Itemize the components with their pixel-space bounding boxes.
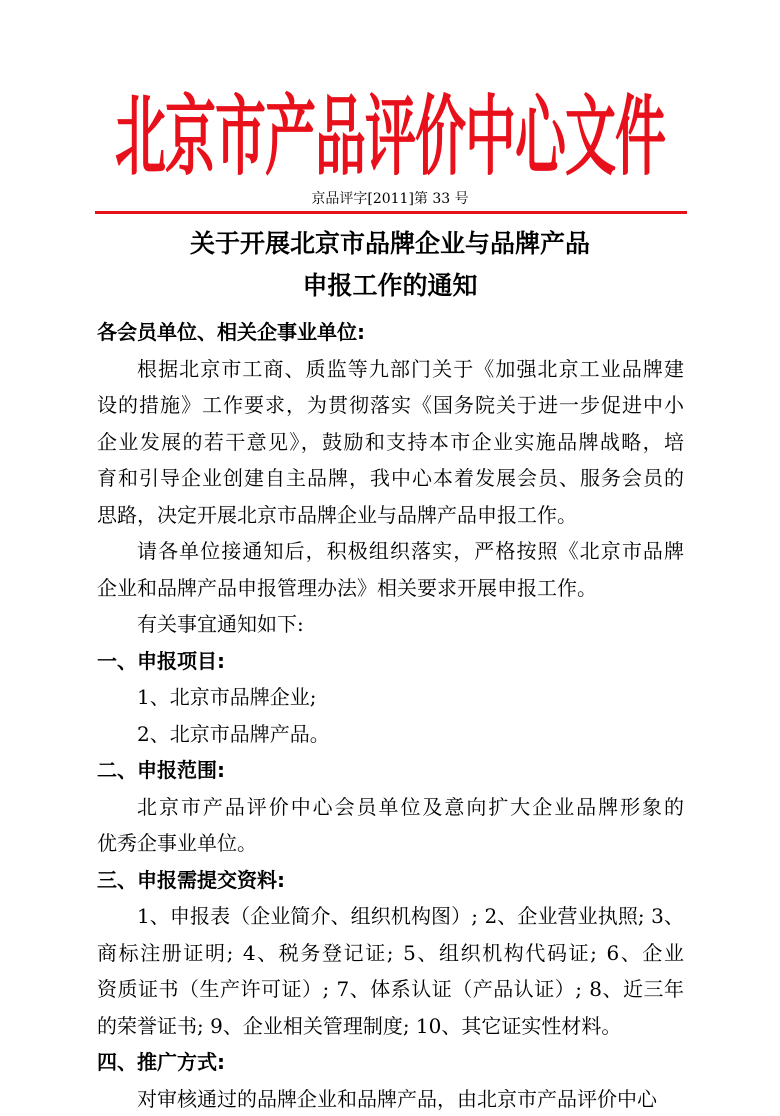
body-line: 资质证书（生产许可证）; 7、体系认证（产品认证）; 8、近三年 bbox=[97, 977, 685, 1001]
body-line: 2、北京市品牌产品。 bbox=[137, 722, 330, 746]
section-heading: 二、申报范围: bbox=[97, 758, 225, 782]
body-line: 的荣誉证书; 9、企业相关管理制度; 10、其它证实性材料。 bbox=[97, 1014, 622, 1038]
document-number: 京品评字[2011]第 33 号 bbox=[311, 191, 469, 207]
red-divider-rule bbox=[95, 211, 687, 214]
body-line: 企业和品牌产品申报管理办法》相关要求开展申报工作。 bbox=[97, 576, 597, 600]
section-heading: 四、推广方式: bbox=[97, 1050, 225, 1074]
section-heading: 一、申报项目: bbox=[97, 649, 225, 673]
body-line: 根据北京市工商、质监等九部门关于《加强北京工业品牌建 bbox=[137, 357, 686, 381]
body-line: 有关事宜通知如下: bbox=[137, 612, 304, 636]
body-line: 北京市产品评价中心会员单位及意向扩大企业品牌形象的 bbox=[137, 795, 686, 819]
notice-title-line-2: 申报工作的通知 bbox=[302, 271, 478, 300]
body-line: 设的措施》工作要求，为贯彻落实《国务院关于进一步促进中小 bbox=[97, 393, 685, 417]
masthead-title: 北京市产品评价中心文件 bbox=[114, 87, 665, 189]
body-line: 商标注册证明; 4、税务登记证; 5、组织机构代码证; 6、企业 bbox=[97, 941, 686, 965]
masthead bbox=[95, 78, 685, 198]
section-heading: 三、申报需提交资料: bbox=[97, 868, 285, 892]
notice-title-line-1: 关于开展北京市品牌企业与品牌产品 bbox=[189, 229, 590, 258]
body-line: 1、申报表（企业简介、组织机构图）; 2、企业营业执照; 3、 bbox=[137, 904, 685, 928]
body-line: 思路，决定开展北京市品牌企业与品牌产品申报工作。 bbox=[97, 503, 577, 527]
body-line: 对审核通过的品牌企业和品牌产品，由北京市产品评价中心 bbox=[137, 1087, 657, 1111]
body-line: 优秀企事业单位。 bbox=[97, 831, 257, 855]
body-line: 请各单位接通知后，积极组织落实，严格按照《北京市品牌 bbox=[137, 539, 686, 563]
body-line: 1、北京市品牌企业; bbox=[137, 685, 317, 709]
section-heading: 各会员单位、相关企事业单位: bbox=[97, 320, 365, 344]
body-line: 企业发展的若干意见》，鼓励和支持本市企业实施品牌战略，培 bbox=[97, 430, 686, 454]
body-line: 育和引导企业创建自主品牌，我中心本着发展会员、服务会员的 bbox=[97, 466, 685, 490]
